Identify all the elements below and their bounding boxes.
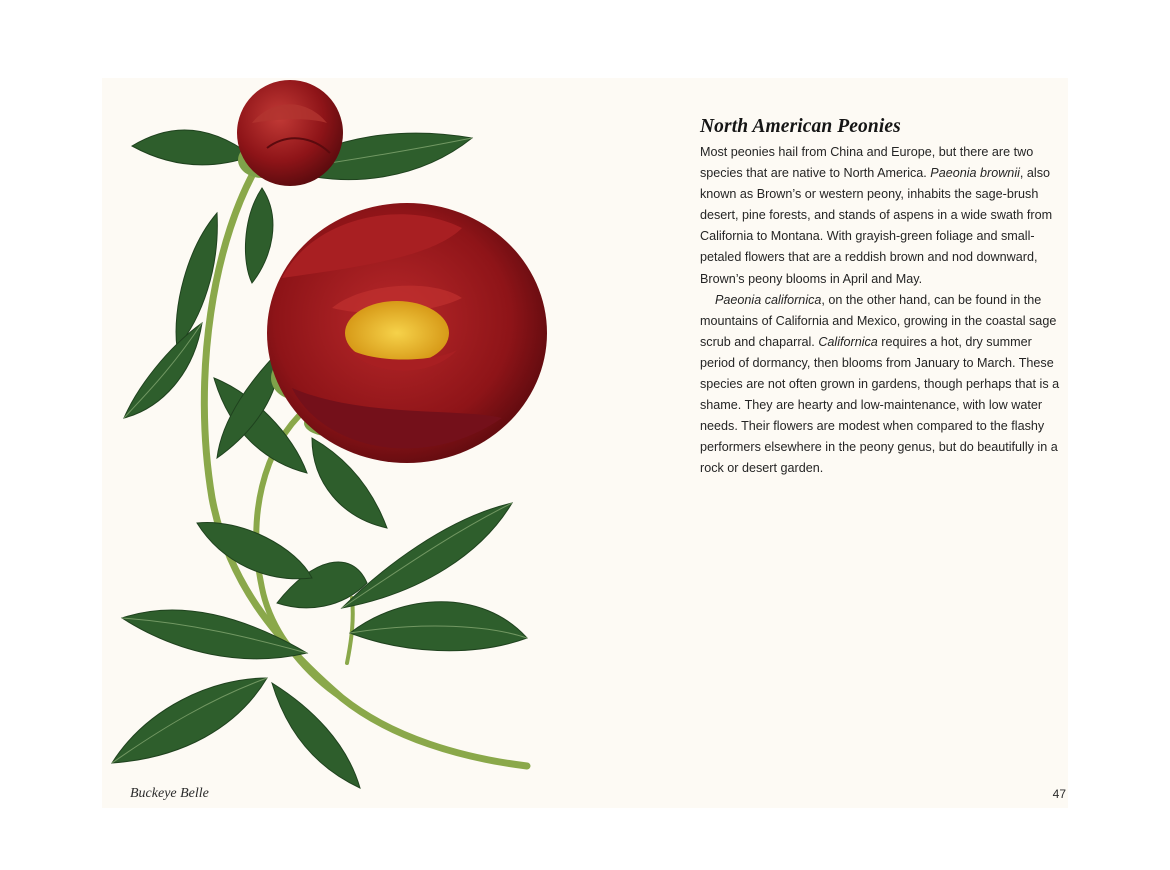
article xyxy=(700,116,1066,480)
paragraph-2-text-b: , on the other hand, can be found in the mountains of California and Mexico, growing in the coastal sage scrub and chaparral. xyxy=(700,292,1057,349)
peony-illustration xyxy=(102,78,562,798)
species-name-brownii: Paeonia brownii xyxy=(930,166,1020,181)
species-name-californica: Paeonia californica xyxy=(715,292,822,307)
book-page xyxy=(102,78,1068,808)
page-number: 47 xyxy=(1052,787,1066,801)
species-short-californica: Californica xyxy=(818,334,878,349)
paragraph-1-text-a: Most peonies hail from China and Europe, but there are two species that are native to North America. xyxy=(700,145,1034,181)
paragraph-2 xyxy=(700,290,1066,480)
peony-bud xyxy=(237,80,343,186)
peony-flower xyxy=(267,203,547,463)
article-heading: North American Peonies xyxy=(700,116,901,137)
paragraph-1-text-c: , also known as Brown’s or western peony, inhabits the sage-brush desert, pine forests, and stands of aspens in a wide swath from California to Montana. With grayish-green foliage and small-petaled flowers that are a reddish brown and nod downward, Brown’s peony blooms in April and May. xyxy=(700,166,1053,286)
paragraph-1 xyxy=(700,142,1066,290)
illustration-caption: Buckeye Belle xyxy=(130,786,209,801)
paragraph-2-text-d: requires a hot, dry summer period of dormancy, then blooms from January to March. These species are not often grown in gardens, though perhaps that is a shame. They are hearty and low-maintenance, with low water needs. Their flowers are modest when compared to the flashy performers elsewhere in the peony genus, but do beautifully in a rock or desert garden. xyxy=(700,334,1060,476)
